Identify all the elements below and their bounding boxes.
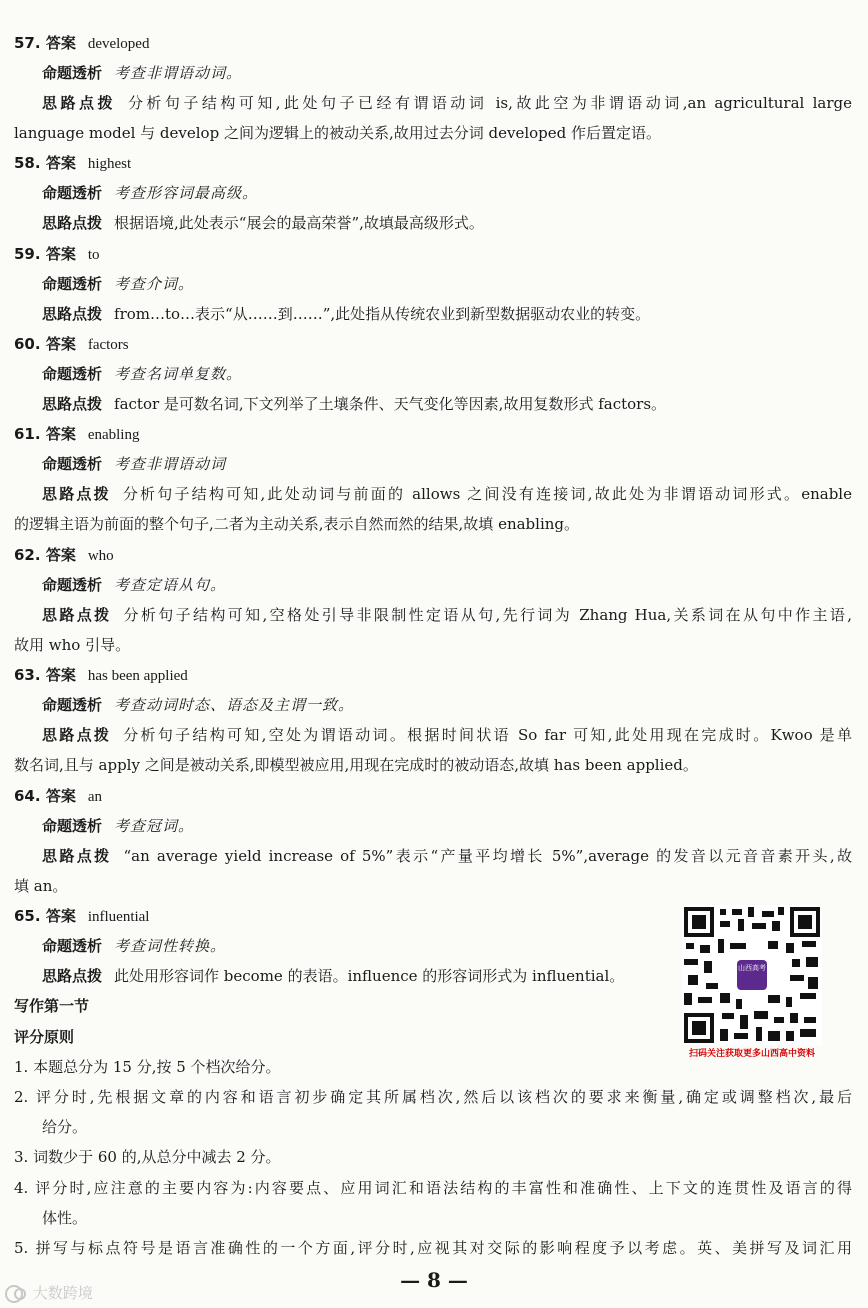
rule-3: 3. 词数少于 60 的,从总分中减去 2 分。: [14, 1148, 281, 1166]
item-57-analysis: 命题透析 考查非谓语动词。: [42, 64, 243, 82]
item-64-tip-cont: 填 an。: [14, 877, 68, 895]
qr-center-label: 山西高考: [738, 964, 766, 972]
item-64-analysis: 命题透析 考查冠词。: [42, 817, 195, 835]
rule-4-cont: 体性。: [42, 1209, 88, 1227]
item-57-tip: 思路点拨 分析句子结构可知,此处句子已经有谓语动词 is,故此空为非谓语动词,an agricultural large: [42, 94, 852, 112]
writing-section-title: 写作第一节: [14, 997, 90, 1015]
item-58-analysis: 命题透析 考查形容词最高级。: [42, 184, 259, 202]
rule-5: 5. 拼写与标点符号是语言准确性的一个方面,评分时,应视其对交际的影响程度予以考虑。英、美拼写及词汇用: [14, 1239, 852, 1257]
qr-caption: 扫码关注获取更多山西高中资料: [688, 1049, 815, 1059]
item-59-answer: 59. 答案 to: [14, 245, 100, 263]
item-57-answer: 57. 答案 developed: [14, 34, 150, 52]
item-61-tip: 思路点拨 分析句子结构可知,此处动词与前面的 allows 之间没有连接词,故此处为非谓语动词形式。enable: [42, 485, 852, 503]
page-number: — 8 —: [400, 1268, 468, 1292]
item-65-analysis: 命题透析 考查词性转换。: [42, 937, 227, 955]
item-60-answer: 60. 答案 factors: [14, 335, 129, 353]
item-62-tip: 思路点拨 分析句子结构可知,空格处引导非限制性定语从句,先行词为 Zhang Hua,关系词在从句中作主语,: [42, 606, 852, 624]
item-62-answer: 62. 答案 who: [14, 546, 114, 564]
watermark-logo-icon: [4, 1284, 28, 1304]
item-61-analysis: 命题透析 考查非谓语动词: [42, 455, 227, 473]
item-59-tip: 思路点拨 from…to…表示“从……到……”,此处指从传统农业到新型数据驱动农业的转变。: [42, 305, 651, 323]
item-58-tip: 思路点拨 根据语境,此处表示“展会的最高荣誉”,故填最高级形式。: [42, 214, 484, 232]
watermark: [4, 1282, 134, 1304]
item-59-analysis: 命题透析 考查介词。: [42, 275, 195, 293]
item-61-tip-cont: 的逻辑主语为前面的整个句子,二者为主动关系,表示自然而然的结果,故填 enabling。: [14, 515, 580, 533]
item-63-tip-cont: 数名词,且与 apply 之间是被动关系,即模型被应用,用现在完成时的被动语态,故填 has been applied。: [14, 756, 698, 774]
item-57-tip-cont: language model 与 develop 之间为逻辑上的被动关系,故用过去分词 developed 作后置定语。: [14, 124, 661, 142]
item-63-tip: 思路点拨 分析句子结构可知,空处为谓语动词。根据时间状语 So far 可知,此处用现在完成时。Kwoo 是单: [42, 726, 852, 744]
item-64-answer: 64. 答案 an: [14, 787, 102, 805]
qr-code[interactable]: [682, 905, 822, 1045]
qr-code-icon: [682, 905, 822, 1045]
item-65-answer: 65. 答案 influential: [14, 907, 150, 925]
item-60-analysis: 命题透析 考查名词单复数。: [42, 365, 243, 383]
item-61-answer: 61. 答案 enabling: [14, 425, 140, 443]
rule-2-cont: 给分。: [42, 1118, 88, 1136]
item-64-tip: 思路点拨 “an average yield increase of 5%”表示“产量平均增长 5%”,average 的发音以元音音素开头,故: [42, 847, 852, 865]
rule-1: 1. 本题总分为 15 分,按 5 个档次给分。: [14, 1058, 281, 1076]
item-58-answer: 58. 答案 highest: [14, 154, 132, 172]
rule-2: 2. 评分时,先根据文章的内容和语言初步确定其所属档次,然后以该档次的要求来衡量,确定或调整档次,最后: [14, 1088, 852, 1106]
scoring-principles-title: 评分原则: [14, 1028, 75, 1046]
item-63-answer: 63. 答案 has been applied: [14, 666, 188, 684]
item-62-analysis: 命题透析 考查定语从句。: [42, 576, 227, 594]
item-65-tip: 思路点拨 此处用形容词作 become 的表语。influence 的形容词形式为 influential。: [42, 967, 625, 985]
watermark-text: 大数跨境: [32, 1284, 93, 1302]
rule-4: 4. 评分时,应注意的主要内容为:内容要点、应用词汇和语法结构的丰富性和准确性、上下文的连贯性及语言的得: [14, 1179, 852, 1197]
item-60-tip: 思路点拨 factor 是可数名词,下文列举了土壤条件、天气变化等因素,故用复数形式 factors。: [42, 395, 667, 413]
item-63-analysis: 命题透析 考查动词时态、语态及主谓一致。: [42, 696, 355, 714]
item-62-tip-cont: 故用 who 引导。: [14, 636, 131, 654]
